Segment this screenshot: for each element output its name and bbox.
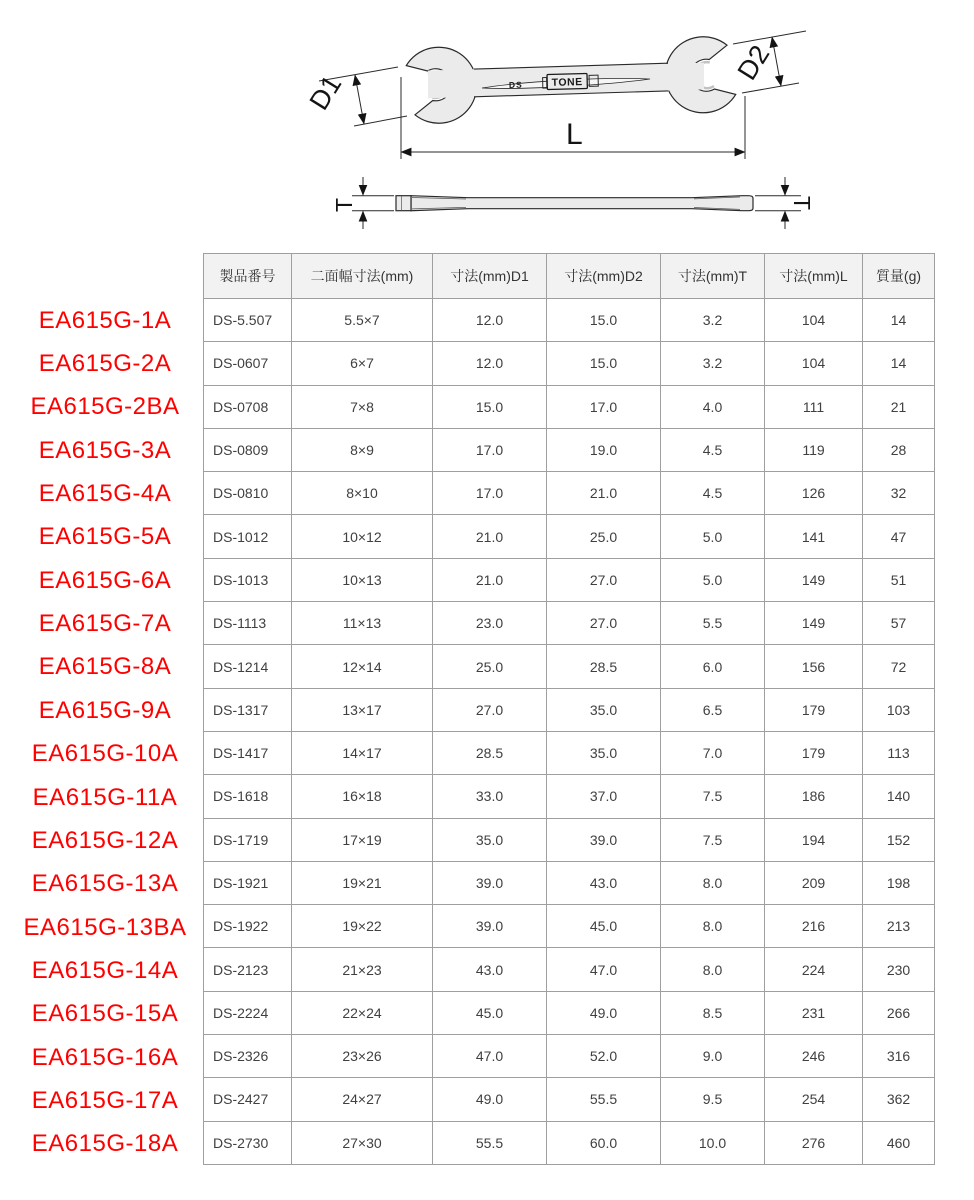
table-row xyxy=(204,385,935,428)
product-code: EA615G-9A xyxy=(38,696,172,724)
table-row xyxy=(204,645,935,688)
header-product-number: 製品番号 xyxy=(204,254,292,299)
table-cell: 17×19 xyxy=(292,818,433,861)
table-cell: 10×12 xyxy=(292,515,433,558)
table-cell: 32 xyxy=(863,472,935,515)
table-cell: 55.5 xyxy=(433,1121,547,1164)
table-cell: 15.0 xyxy=(547,342,661,385)
table-cell: 51 xyxy=(863,558,935,601)
cell-product-number: DS-1719 xyxy=(204,818,292,861)
table-cell: 27.0 xyxy=(433,688,547,731)
table-cell: 246 xyxy=(765,1035,863,1078)
table-cell: 23.0 xyxy=(433,602,547,645)
table-cell: 10.0 xyxy=(661,1121,765,1164)
table-cell: 33.0 xyxy=(433,775,547,818)
table-cell: 21.0 xyxy=(433,515,547,558)
cell-product-number: DS-2123 xyxy=(204,948,292,991)
table-cell: 149 xyxy=(765,602,863,645)
table-cell: 39.0 xyxy=(433,861,547,904)
product-code: EA615G-4A xyxy=(38,480,172,508)
svg-text:TONE: TONE xyxy=(551,76,583,89)
table-cell: 19.0 xyxy=(547,428,661,471)
table-row xyxy=(204,861,935,904)
cell-product-number: DS-1013 xyxy=(204,558,292,601)
table-cell: 152 xyxy=(863,818,935,861)
table-cell: 5.0 xyxy=(661,515,765,558)
header-dim-l: 寸法(mm)L xyxy=(765,254,863,299)
table-cell: 5.0 xyxy=(661,558,765,601)
product-code: EA615G-5A xyxy=(38,523,172,551)
table-cell: 12.0 xyxy=(433,342,547,385)
table-cell: 230 xyxy=(863,948,935,991)
table-cell: 19×22 xyxy=(292,905,433,948)
spec-table-body xyxy=(204,299,935,1165)
wrench-top-view xyxy=(304,31,806,159)
cell-product-number: DS-1214 xyxy=(204,645,292,688)
table-cell: 17.0 xyxy=(433,472,547,515)
table-cell: 179 xyxy=(765,688,863,731)
table-cell: 39.0 xyxy=(433,905,547,948)
product-code: EA615G-6A xyxy=(38,566,172,594)
product-code: EA615G-11A xyxy=(32,783,178,811)
table-cell: 10×13 xyxy=(292,558,433,601)
product-code: EA615G-2BA xyxy=(30,393,180,421)
table-cell: 224 xyxy=(765,948,863,991)
table-row xyxy=(204,775,935,818)
table-cell: 7.0 xyxy=(661,731,765,774)
table-cell: 104 xyxy=(765,299,863,342)
spec-table xyxy=(203,253,935,1165)
dim-t-right xyxy=(755,177,815,229)
table-row xyxy=(204,1121,935,1164)
table-row xyxy=(204,948,935,991)
dim-l-label: L xyxy=(566,118,583,151)
header-dim-d1: 寸法(mm)D1 xyxy=(433,254,547,299)
table-cell: 39.0 xyxy=(547,818,661,861)
side-view-bar xyxy=(411,196,753,211)
table-cell: 47.0 xyxy=(547,948,661,991)
table-cell: 12.0 xyxy=(433,299,547,342)
table-cell: 17.0 xyxy=(547,385,661,428)
table-cell: 198 xyxy=(863,861,935,904)
cell-product-number: DS-1922 xyxy=(204,905,292,948)
table-cell: 9.0 xyxy=(661,1035,765,1078)
table-row xyxy=(204,731,935,774)
table-cell: 276 xyxy=(765,1121,863,1164)
dim-d1 xyxy=(304,67,407,126)
product-code: EA615G-8A xyxy=(38,653,172,681)
table-cell: 52.0 xyxy=(547,1035,661,1078)
table-cell: 16×18 xyxy=(292,775,433,818)
table-cell: 21×23 xyxy=(292,948,433,991)
header-width-across-flats: 二面幅寸法(mm) xyxy=(292,254,433,299)
table-row xyxy=(204,342,935,385)
table-row xyxy=(204,905,935,948)
table-cell: 11×13 xyxy=(292,602,433,645)
spec-table-header xyxy=(204,254,935,299)
table-cell: 213 xyxy=(863,905,935,948)
cell-product-number: DS-1012 xyxy=(204,515,292,558)
wrench-diagram xyxy=(0,0,974,252)
product-code: EA615G-15A xyxy=(31,1000,179,1028)
table-cell: 186 xyxy=(765,775,863,818)
dim-d2-label: D2 xyxy=(731,40,776,86)
table-cell: 25.0 xyxy=(433,645,547,688)
table-cell: 6×7 xyxy=(292,342,433,385)
dim-d2 xyxy=(732,31,806,93)
table-cell: 119 xyxy=(765,428,863,471)
side-view-left-cap xyxy=(396,196,411,211)
table-cell: 156 xyxy=(765,645,863,688)
table-cell: 55.5 xyxy=(547,1078,661,1121)
product-code: EA615G-3A xyxy=(38,436,172,464)
table-cell: 8.5 xyxy=(661,991,765,1034)
table-cell: 24×27 xyxy=(292,1078,433,1121)
table-cell: 28.5 xyxy=(547,645,661,688)
table-cell: 179 xyxy=(765,731,863,774)
cell-product-number: DS-5.507 xyxy=(204,299,292,342)
cell-product-number: DS-1113 xyxy=(204,602,292,645)
table-cell: 362 xyxy=(863,1078,935,1121)
table-cell: 5.5 xyxy=(661,602,765,645)
table-cell: 8×10 xyxy=(292,472,433,515)
product-code: EA615G-2A xyxy=(38,350,172,378)
product-code: EA615G-13BA xyxy=(23,913,187,941)
product-code: EA615G-7A xyxy=(38,610,172,638)
table-cell: 4.0 xyxy=(661,385,765,428)
table-cell: 57 xyxy=(863,602,935,645)
table-cell: 316 xyxy=(863,1035,935,1078)
table-row xyxy=(204,688,935,731)
table-row xyxy=(204,991,935,1034)
table-cell: 14 xyxy=(863,299,935,342)
product-code: EA615G-18A xyxy=(31,1130,179,1158)
table-cell: 15.0 xyxy=(547,299,661,342)
table-cell: 141 xyxy=(765,515,863,558)
header-dim-t: 寸法(mm)T xyxy=(661,254,765,299)
table-row xyxy=(204,558,935,601)
table-cell: 60.0 xyxy=(547,1121,661,1164)
dim-d1-label: D1 xyxy=(303,70,348,116)
table-cell: 28 xyxy=(863,428,935,471)
table-cell: 35.0 xyxy=(547,731,661,774)
table-cell: 21.0 xyxy=(433,558,547,601)
table-cell: 21 xyxy=(863,385,935,428)
header-dim-d2: 寸法(mm)D2 xyxy=(547,254,661,299)
table-cell: 8.0 xyxy=(661,861,765,904)
table-cell: 13×17 xyxy=(292,688,433,731)
table-cell: 25.0 xyxy=(547,515,661,558)
table-cell: 6.0 xyxy=(661,645,765,688)
dim-t-left xyxy=(331,177,394,229)
table-cell: 254 xyxy=(765,1078,863,1121)
cell-product-number: DS-1921 xyxy=(204,861,292,904)
table-cell: 72 xyxy=(863,645,935,688)
table-cell: 5.5×7 xyxy=(292,299,433,342)
table-cell: 149 xyxy=(765,558,863,601)
table-cell: 6.5 xyxy=(661,688,765,731)
cell-product-number: DS-2224 xyxy=(204,991,292,1034)
table-cell: 103 xyxy=(863,688,935,731)
table-cell: 4.5 xyxy=(661,428,765,471)
table-cell: 3.2 xyxy=(661,342,765,385)
table-cell: 35.0 xyxy=(433,818,547,861)
cell-product-number: DS-0607 xyxy=(204,342,292,385)
dim-t-right-label: T xyxy=(789,196,815,211)
table-cell: 194 xyxy=(765,818,863,861)
table-cell: 15.0 xyxy=(433,385,547,428)
table-cell: 14×17 xyxy=(292,731,433,774)
table-cell: 4.5 xyxy=(661,472,765,515)
table-cell: 9.5 xyxy=(661,1078,765,1121)
table-row xyxy=(204,515,935,558)
table-cell: 35.0 xyxy=(547,688,661,731)
table-cell: 266 xyxy=(863,991,935,1034)
table-row xyxy=(204,1078,935,1121)
table-cell: 49.0 xyxy=(547,991,661,1034)
product-code: EA615G-13A xyxy=(31,870,179,898)
table-cell: 14 xyxy=(863,342,935,385)
table-cell: 27.0 xyxy=(547,602,661,645)
table-cell: 209 xyxy=(765,861,863,904)
wrench-ds-mark: DS xyxy=(508,79,523,90)
table-cell: 17.0 xyxy=(433,428,547,471)
table-cell: 19×21 xyxy=(292,861,433,904)
table-cell: 43.0 xyxy=(433,948,547,991)
wrench-side-view xyxy=(331,177,815,229)
table-cell: 216 xyxy=(765,905,863,948)
table-cell: 27×30 xyxy=(292,1121,433,1164)
cell-product-number: DS-1417 xyxy=(204,731,292,774)
table-cell: 22×24 xyxy=(292,991,433,1034)
table-cell: 7.5 xyxy=(661,818,765,861)
cell-product-number: DS-1618 xyxy=(204,775,292,818)
table-cell: 47.0 xyxy=(433,1035,547,1078)
table-cell: 8.0 xyxy=(661,948,765,991)
cell-product-number: DS-2326 xyxy=(204,1035,292,1078)
table-row xyxy=(204,1035,935,1078)
cell-product-number: DS-0810 xyxy=(204,472,292,515)
cell-product-number: DS-2427 xyxy=(204,1078,292,1121)
table-cell: 8×9 xyxy=(292,428,433,471)
table-cell: 111 xyxy=(765,385,863,428)
table-cell: 23×26 xyxy=(292,1035,433,1078)
table-cell: 45.0 xyxy=(547,905,661,948)
dim-t-left-label: T xyxy=(331,197,357,212)
table-cell: 28.5 xyxy=(433,731,547,774)
table-cell: 231 xyxy=(765,991,863,1034)
product-code: EA615G-12A xyxy=(31,826,179,854)
table-row xyxy=(204,602,935,645)
table-cell: 45.0 xyxy=(433,991,547,1034)
table-cell: 43.0 xyxy=(547,861,661,904)
product-code: EA615G-1A xyxy=(38,306,172,334)
table-cell: 113 xyxy=(863,731,935,774)
header-mass: 質量(g) xyxy=(863,254,935,299)
table-cell: 47 xyxy=(863,515,935,558)
cell-product-number: DS-0809 xyxy=(204,428,292,471)
table-cell: 12×14 xyxy=(292,645,433,688)
table-cell: 104 xyxy=(765,342,863,385)
table-cell: 37.0 xyxy=(547,775,661,818)
table-row xyxy=(204,428,935,471)
product-code: EA615G-10A xyxy=(31,740,179,768)
table-cell: 49.0 xyxy=(433,1078,547,1121)
product-code: EA615G-16A xyxy=(31,1043,179,1071)
cell-product-number: DS-2730 xyxy=(204,1121,292,1164)
table-cell: 8.0 xyxy=(661,905,765,948)
table-cell: 21.0 xyxy=(547,472,661,515)
table-cell: 27.0 xyxy=(547,558,661,601)
product-code: EA615G-17A xyxy=(31,1086,179,1114)
table-cell: 7×8 xyxy=(292,385,433,428)
table-cell: 3.2 xyxy=(661,299,765,342)
table-row xyxy=(204,818,935,861)
product-code: EA615G-14A xyxy=(31,956,179,984)
table-row xyxy=(204,299,935,342)
table-row xyxy=(204,472,935,515)
table-cell: 7.5 xyxy=(661,775,765,818)
table-cell: 140 xyxy=(863,775,935,818)
cell-product-number: DS-1317 xyxy=(204,688,292,731)
table-cell: 460 xyxy=(863,1121,935,1164)
table-cell: 126 xyxy=(765,472,863,515)
cell-product-number: DS-0708 xyxy=(204,385,292,428)
